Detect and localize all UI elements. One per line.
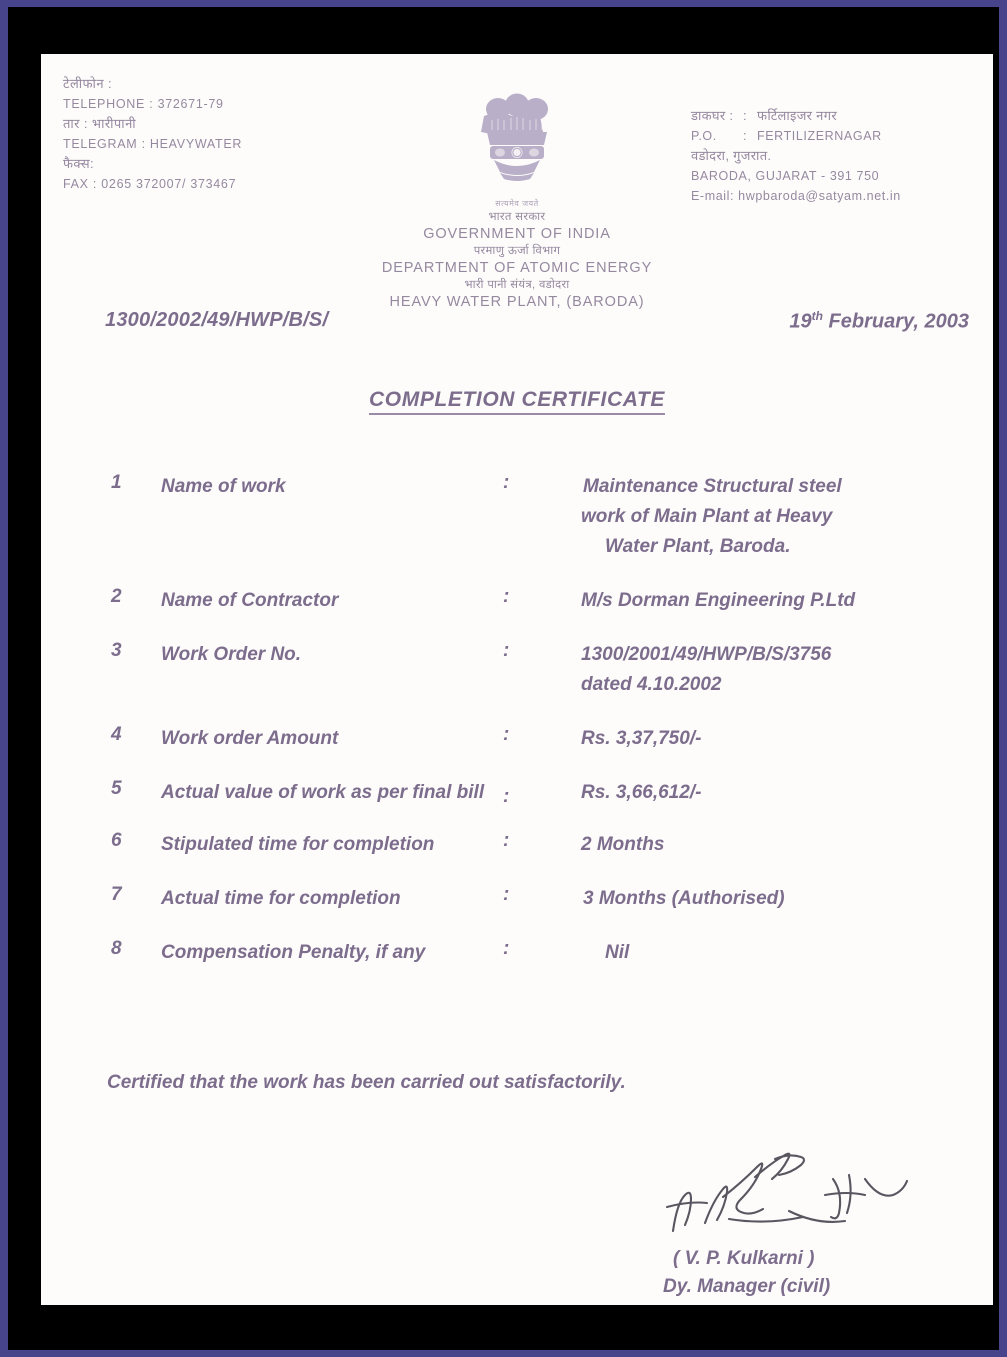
detail-row [41,724,993,754]
telephone-value: 372671-79 [157,97,224,111]
detail-label: Work Order No. [161,644,302,665]
detail-number: 1 [111,472,122,493]
telegram-separator: : [141,137,150,151]
telegram-value: HEAVYWATER [149,137,243,151]
po-label: P.O. [691,129,717,143]
detail-label: Stipulated time for completion [161,834,435,855]
telegram-label-hindi: तार : भारीपानी [63,116,137,131]
detail-number: 3 [111,640,122,661]
detail-row [41,778,993,808]
detail-value [543,884,993,914]
detail-label: Compensation Penalty, if any [161,942,426,963]
detail-value [543,778,993,808]
po-value-hindi: फर्टिलाइजर नगर [757,108,837,123]
detail-value [543,830,993,860]
detail-value-line: dated 4.10.2002 [581,674,722,695]
detail-number: 8 [111,938,122,959]
detail-colon: : [503,884,510,905]
detail-label: Name of Contractor [161,590,339,611]
detail-number: 6 [111,830,122,851]
detail-colon: : [503,786,510,807]
detail-row [41,640,993,700]
detail-value [543,724,993,754]
detail-value-line: M/s Dorman Engineering P.Ltd [581,590,856,611]
city-line-english: BARODA, GUJARAT - 391 750 [691,169,880,183]
letter-date [789,309,969,334]
detail-value-line: work of Main Plant at Heavy [581,506,833,527]
detail-colon: : [503,640,510,661]
detail-value-line: 1300/2001/49/HWP/B/S/3756 [581,644,832,665]
detail-value-line: Water Plant, Baroda. [605,536,791,557]
email-line [691,186,991,206]
detail-value-line: 2 Months [581,834,665,855]
detail-value [543,938,993,968]
po-value: FERTILIZERNAGAR [757,129,882,143]
page-title-text: COMPLETION CERTIFICATE [369,388,665,415]
detail-row [41,830,993,860]
detail-colon: : [503,472,510,493]
po-line-english [691,126,991,146]
plant-line-hindi: भारी पानी संयंत्र, वडोदरा [464,279,570,291]
dept-line-english: DEPARTMENT OF ATOMIC ENERGY [381,260,653,276]
date-month-year: February, 2003 [822,310,969,333]
plant-line-english: HEAVY WATER PLANT, (BARODA) [389,294,645,310]
handwritten-signature [637,1149,957,1245]
detail-value-line: 3 Months (Authorised) [583,888,785,909]
detail-label: Actual time for completion [161,888,401,909]
po-separator-hindi: : [743,108,747,123]
detail-colon: : [503,830,510,851]
gov-line-english: GOVERNMENT OF INDIA [423,226,611,242]
telegram-label: TELEGRAM [63,137,138,151]
detail-label-line: Actual value of work [161,782,346,803]
fax-label-hindi: फैक्स: [63,156,95,171]
emblem-motto: सत्यमेव जयते [495,199,539,208]
detail-value-line: Nil [605,942,630,963]
detail-value-line: Maintenance Structural steel [583,476,842,497]
letterhead [41,54,993,310]
email-value: hwpbaroda@satyam.net.in [738,189,901,203]
po-separator: : [743,129,748,143]
reference-row [41,309,993,343]
detail-row [41,586,993,616]
detail-colon: : [503,586,510,607]
po-label-hindi: डाकघर : [691,108,734,123]
detail-label [111,778,503,808]
telephone-label: TELEPHONE [63,97,146,111]
date-ordinal-suffix: th [811,309,823,323]
detail-number: 5 [111,778,122,799]
detail-number: 7 [111,884,122,905]
detail-row [41,884,993,914]
detail-row [41,472,993,562]
detail-label: Work order Amount [161,728,339,749]
reference-number: 1300/2002/49/HWP/B/S/ [105,309,329,331]
closing-statement: Certified that the work has been carried out satisfactorily. [107,1072,626,1093]
detail-colon: : [503,724,510,745]
detail-value [543,586,993,616]
page-title [41,388,993,412]
detail-number: 4 [111,724,122,745]
organisation-block [277,84,757,311]
fax-separator: : [92,177,102,191]
fax-label: FAX [63,177,89,191]
details-list [41,472,993,992]
gov-line-hindi: भारत सरकार [488,211,546,223]
detail-colon: : [503,938,510,959]
detail-value [543,472,993,562]
telephone-separator: : [149,97,158,111]
signatory-designation: Dy. Manager (civil) [663,1276,831,1297]
date-day: 19 [789,310,812,333]
detail-row [41,938,993,968]
signature-block [637,1149,967,1301]
certificate-page [41,54,993,1305]
detail-value-line: Rs. 3,37,750/- [581,728,702,749]
fax-value: 0265 372007/ 373467 [101,177,237,191]
detail-value [543,640,993,700]
ashoka-emblem-icon [277,84,757,196]
detail-label: Name of work [161,476,286,497]
email-label: E-mail: [691,189,735,203]
scan-black-mat [8,7,999,1350]
po-line-hindi [691,106,991,126]
detail-value-line: Rs. 3,66,612/- [581,782,702,803]
address-block [691,106,991,206]
detail-number: 2 [111,586,122,607]
detail-label-line: as per final bill [351,782,485,803]
city-line-hindi: वडोदरा, गुजरात. [691,148,772,163]
signatory-name: ( V. P. Kulkarni ) [673,1248,815,1269]
dept-line-hindi: परमाणु ऊर्जा विभाग [473,245,561,257]
telephone-label-hindi: टेलीफोन : [63,76,112,91]
